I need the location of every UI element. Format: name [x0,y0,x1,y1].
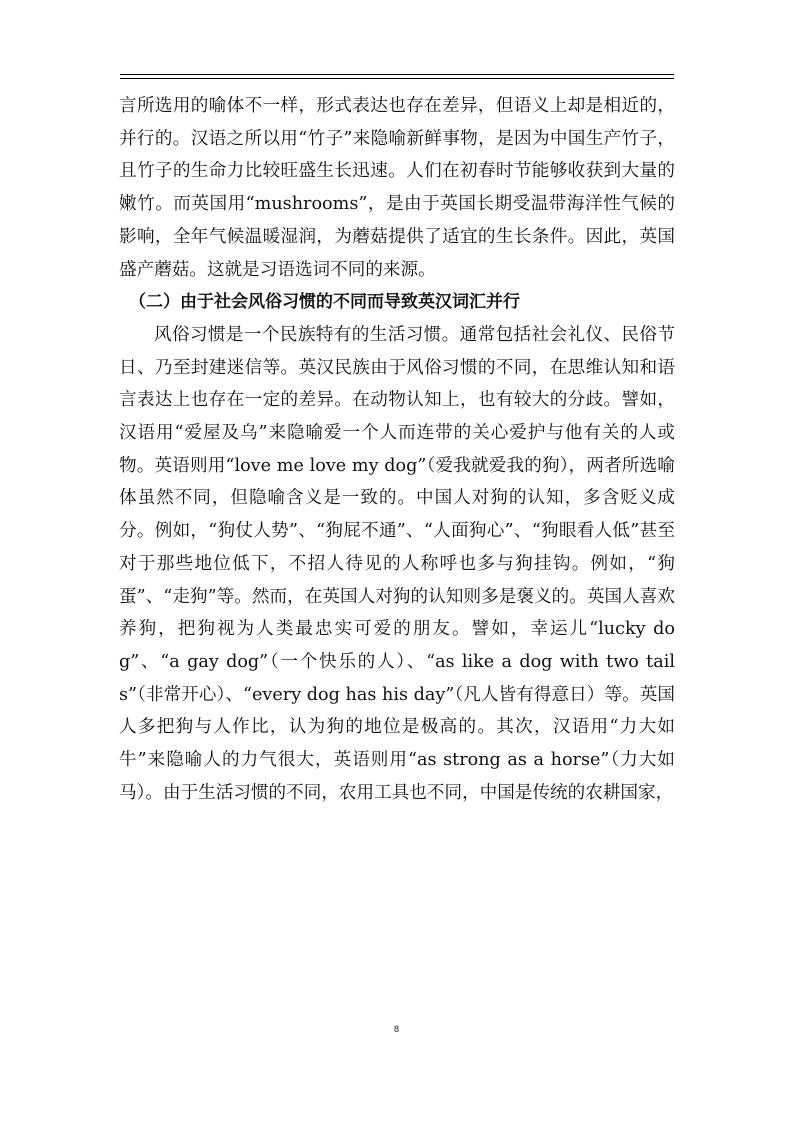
paragraph-continued: 言所选用的喻体不一样，形式表达也存在差异，但语义上却是相近的，并行的。汉语之所以用“竹子”来隐喻新鲜事物，是因为中国生产竹子，且竹子的生命力比较旺盛生长迅速。人们在初春时节能够收获到大量的嫩竹。而英国用“mushrooms”，是由于英国长期受温带海洋性气候的影响，全年气候温暖湿润，为蘑菇提供了适宜的生长条件。因此，英国盛产蘑菇。这就是习语选词不同的来源。 [119,96,675,280]
header-rule-bottom [120,78,674,79]
page-body [119,90,675,809]
section-heading: （二）由于社会风俗习惯的不同而导致英汉词汇并行 [129,292,520,313]
header-rule-top [120,74,674,75]
page-number: 8 [393,1024,399,1034]
paragraph-main: 风俗习惯是一个民族特有的生活习惯。通常包括社会礼仪、民俗节日、乃至封建迷信等。英汉民族由于风俗习惯的不同，在思维认知和语言表达上也存在一定的差异。在动物认知上，也有较大的分歧。譬如，汉语用“爱屋及乌”来隐喻爱一个人而连带的关心爱护与他有关的人或物。英语则用“love me love my dog”（爱我就爱我的狗），两者所选喻体虽然不同，但隐喻含义是一致的。中国人对狗的认知，多含贬义成分。例如，“狗仗人势”、“狗屁不通”、“人面狗心”、“狗眼看人低”甚至对于那些地位低下，不招人待见的人称呼也多与狗挂钩。例如，“狗蛋”、“走狗”等。然而，在英国人对狗的认知则多是褒义的。英国人喜欢养狗，把狗视为人类最忠实可爱的朋友。譬如，幸运儿“lucky dog”、“a gay dog”（一个快乐的人）、“as like a dog with two tails”（非常开心）、“every dog has his day”（凡人皆有得意日）等。英国人多把狗与人作比，认为狗的地位是极高的。其次，汉语用“力大如牛”来隐喻人的力气很大，英语则用“as strong as a horse”（力大如马）。由于生活习惯的不同，农用工具也不同，中国是传统的农耕国家， [119,324,675,803]
